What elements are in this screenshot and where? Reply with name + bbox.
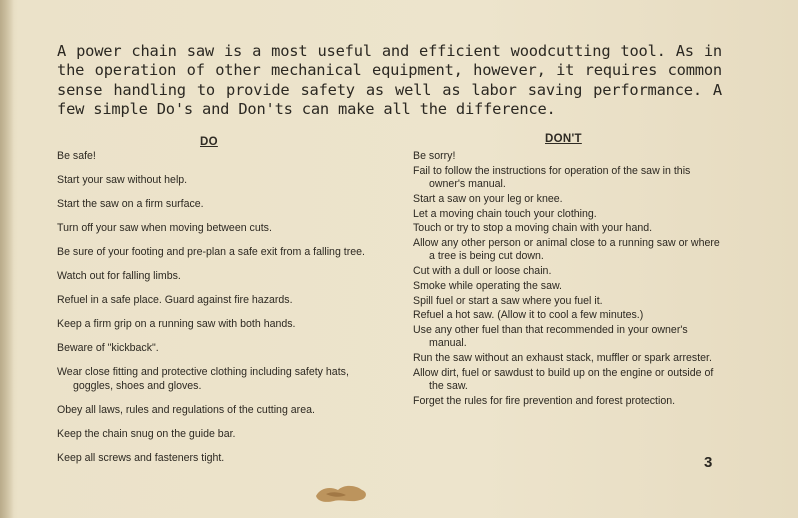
do-list	[57, 150, 367, 476]
intro-paragraph: A power chain saw is a most useful and efficient woodcutting tool. As in the operation of other mechanical equipment, however, it requires common sense handling to provide safety as well as labor saving performance. A few simple Do's and Don'ts can make all the difference.	[57, 42, 722, 119]
dont-item: Allow any other person or animal close to a running saw or where a tree is being cut down.	[413, 236, 720, 263]
do-item: Turn off your saw when moving between cuts.	[57, 222, 272, 234]
dont-item: Be sorry!	[413, 150, 456, 162]
dont-item: Let a moving chain touch your clothing.	[413, 207, 597, 220]
do-item: Keep a firm grip on a running saw with both hands.	[57, 318, 296, 330]
do-item: Be safe!	[57, 150, 96, 162]
dont-item: Run the saw without an exhaust stack, muffler or spark arrester.	[413, 352, 712, 365]
do-item: Keep all screws and fasteners tight.	[57, 451, 225, 464]
do-item: Beware of "kickback".	[57, 342, 159, 354]
binding-shadow	[0, 0, 14, 518]
dont-item: Touch or try to stop a moving chain with your hand.	[413, 222, 653, 235]
do-item: Obey all laws, rules and regulations of the cutting area.	[57, 403, 315, 416]
dont-item: Fail to follow the instructions for operation of the saw in this owner's manual.	[413, 164, 691, 191]
do-item: Watch out for falling limbs.	[57, 270, 181, 282]
page-number: 3	[704, 454, 713, 471]
do-item: Keep the chain snug on the guide bar.	[57, 427, 236, 440]
dont-item: Smoke while operating the saw.	[413, 279, 562, 292]
do-item: Start your saw without help.	[57, 174, 188, 186]
do-heading: DO	[200, 136, 218, 148]
dont-item: Use any other fuel than that recommended in your owner's manual.	[413, 323, 688, 350]
dont-item: Forget the rules for fire prevention and forest protection.	[413, 394, 676, 407]
do-item: Refuel in a safe place. Guard against fire hazards.	[57, 294, 293, 306]
dont-heading: DON'T	[545, 133, 582, 145]
dont-item: Allow dirt, fuel or sawdust to build up on the engine or outside of the saw.	[413, 366, 714, 393]
dont-list	[413, 150, 723, 410]
do-item: Wear close fitting and protective clothing including safety hats, goggles, shoes and gloves.	[57, 366, 349, 392]
do-item: Start the saw on a firm surface.	[57, 198, 204, 210]
dont-item: Spill fuel or start a saw where you fuel it.	[413, 294, 603, 307]
dont-item: Refuel a hot saw. (Allow it to cool a few minutes.)	[413, 309, 644, 322]
do-item: Be sure of your footing and pre-plan a safe exit from a falling tree.	[57, 246, 365, 258]
dont-item: Start a saw on your leg or knee.	[413, 192, 563, 205]
paper-stain	[312, 482, 370, 504]
dont-item: Cut with a dull or loose chain.	[413, 265, 552, 278]
